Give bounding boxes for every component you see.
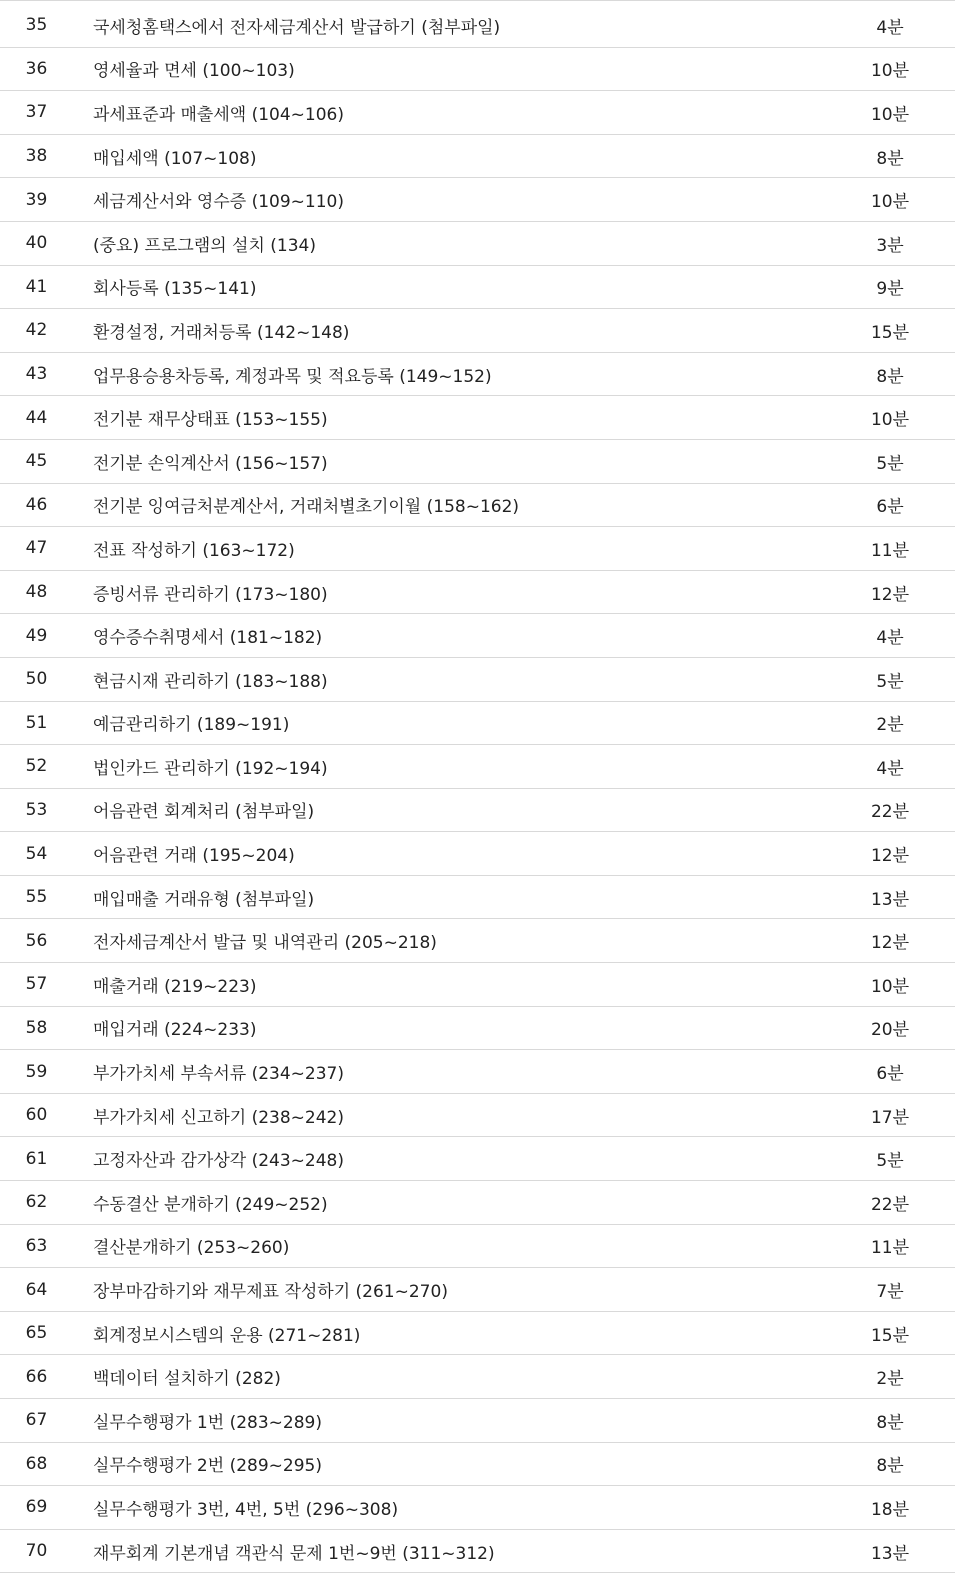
lecture-duration: 7분	[876, 1282, 904, 1303]
lecture-number: 62	[25, 1192, 48, 1213]
lecture-number: 50	[25, 669, 48, 690]
lecture-duration: 4분	[876, 758, 904, 779]
lecture-number: 40	[25, 233, 48, 254]
lecture-title[interactable]: 회사등록 (135~141)	[93, 279, 257, 300]
lecture-number: 39	[25, 189, 48, 210]
lecture-duration: 10분	[870, 104, 910, 125]
lecture-row[interactable]	[0, 876, 955, 920]
lecture-duration: 10분	[870, 976, 910, 997]
lecture-duration: 13분	[870, 1543, 910, 1564]
lecture-duration: 8분	[876, 148, 904, 169]
lecture-number: 70	[25, 1541, 48, 1562]
lecture-row[interactable]	[0, 1050, 955, 1094]
lecture-row[interactable]	[0, 135, 955, 179]
lecture-row[interactable]	[0, 353, 955, 397]
lecture-title[interactable]: 국세청홈택스에서 전자세금계산서 발급하기 (첨부파일)	[93, 17, 501, 38]
lecture-duration: 8분	[876, 1456, 904, 1477]
lecture-duration: 3분	[876, 235, 904, 256]
lecture-number: 59	[25, 1061, 48, 1082]
lecture-row[interactable]	[0, 1443, 955, 1487]
lecture-number: 47	[25, 538, 48, 559]
lecture-title[interactable]: 결산분개하기 (253~260)	[93, 1238, 290, 1259]
lecture-number: 44	[25, 407, 48, 428]
lecture-duration: 20분	[870, 1020, 910, 1041]
lecture-row[interactable]	[0, 266, 955, 310]
lecture-row[interactable]	[0, 1486, 955, 1530]
lecture-row[interactable]	[0, 1312, 955, 1356]
lecture-title[interactable]: 전표 작성하기 (163~172)	[93, 540, 295, 561]
lecture-row[interactable]	[0, 1007, 955, 1051]
lecture-number: 64	[25, 1279, 48, 1300]
lecture-duration: 17분	[870, 1107, 910, 1128]
lecture-row[interactable]	[0, 178, 955, 222]
lecture-title[interactable]: 회계정보시스템의 운용 (271~281)	[93, 1325, 361, 1346]
lecture-duration: 11분	[870, 540, 910, 561]
lecture-row[interactable]	[0, 396, 955, 440]
lecture-row[interactable]	[0, 1355, 955, 1399]
lecture-title[interactable]: 장부마감하기와 재무제표 작성하기 (261~270)	[93, 1282, 448, 1303]
lecture-row[interactable]	[0, 745, 955, 789]
lecture-title[interactable]: 어음관련 회계처리 (첨부파일)	[93, 802, 315, 823]
lecture-row[interactable]	[0, 527, 955, 571]
lecture-title[interactable]: 예금관리하기 (189~191)	[93, 715, 290, 736]
lecture-title[interactable]: 백데이터 설치하기 (282)	[93, 1369, 281, 1390]
lecture-title[interactable]: 수동결산 분개하기 (249~252)	[93, 1194, 328, 1215]
lecture-title[interactable]: 영수증수취명세서 (181~182)	[93, 628, 323, 649]
lecture-title[interactable]: 현금시재 관리하기 (183~188)	[93, 671, 328, 692]
lecture-title[interactable]: 법인카드 관리하기 (192~194)	[93, 758, 328, 779]
lecture-duration: 12분	[870, 933, 910, 954]
lecture-number: 63	[25, 1235, 48, 1256]
lecture-title[interactable]: 전기분 잉여금처분계산서, 거래처별초기이월 (158~162)	[93, 497, 520, 518]
lecture-row[interactable]	[0, 1137, 955, 1181]
lecture-row[interactable]	[0, 440, 955, 484]
lecture-number: 48	[25, 582, 48, 603]
lecture-row[interactable]	[0, 4, 955, 48]
lecture-duration: 2분	[876, 715, 904, 736]
lecture-number: 43	[25, 364, 48, 385]
lecture-duration: 4분	[876, 17, 904, 38]
lecture-number: 37	[25, 102, 48, 123]
lecture-number: 58	[25, 1017, 48, 1038]
lecture-row[interactable]	[0, 1181, 955, 1225]
lecture-number: 69	[25, 1497, 48, 1518]
lecture-title[interactable]: 매입세액 (107~108)	[93, 148, 257, 169]
lecture-number: 45	[25, 451, 48, 472]
lecture-row[interactable]	[0, 484, 955, 528]
lecture-row[interactable]	[0, 91, 955, 135]
lecture-row[interactable]	[0, 789, 955, 833]
lecture-number: 41	[25, 276, 48, 297]
lecture-row[interactable]	[0, 309, 955, 353]
lecture-row[interactable]	[0, 658, 955, 702]
lecture-number: 55	[25, 887, 48, 908]
lecture-row[interactable]	[0, 832, 955, 876]
lecture-number: 67	[25, 1410, 48, 1431]
lecture-number: 38	[25, 146, 48, 167]
lecture-title[interactable]: 실무수행평가 3번, 4번, 5번 (296~308)	[93, 1499, 399, 1520]
lecture-number: 68	[25, 1453, 48, 1474]
lecture-duration: 4분	[876, 628, 904, 649]
lecture-duration: 11분	[870, 1238, 910, 1259]
lecture-title[interactable]: 고정자산과 감가상각 (243~248)	[93, 1151, 345, 1172]
lecture-title[interactable]: 실무수행평가 2번 (289~295)	[93, 1456, 322, 1477]
lecture-duration: 10분	[870, 61, 910, 82]
lecture-row[interactable]	[0, 963, 955, 1007]
lecture-row[interactable]	[0, 571, 955, 615]
lecture-number: 56	[25, 930, 48, 951]
lecture-duration: 2분	[876, 1369, 904, 1390]
lecture-row[interactable]	[0, 614, 955, 658]
lecture-list	[0, 4, 955, 1573]
lecture-row[interactable]	[0, 1530, 955, 1574]
lecture-title[interactable]: 매입거래 (224~233)	[93, 1020, 257, 1041]
lecture-duration: 8분	[876, 1412, 904, 1433]
lecture-duration: 15분	[870, 1325, 910, 1346]
lecture-title[interactable]: 매입매출 거래유형 (첨부파일)	[93, 889, 315, 910]
lecture-duration: 10분	[870, 192, 910, 213]
lecture-title[interactable]: 전기분 재무상태표 (153~155)	[93, 410, 328, 431]
lecture-number: 60	[25, 1105, 48, 1126]
lecture-title[interactable]: 매출거래 (219~223)	[93, 976, 257, 997]
lecture-number: 53	[25, 799, 48, 820]
lecture-duration: 18분	[870, 1499, 910, 1520]
lecture-duration: 15분	[870, 322, 910, 343]
lecture-duration: 9분	[876, 279, 904, 300]
lecture-title[interactable]: 과세표준과 매출세액 (104~106)	[93, 104, 345, 125]
lecture-title[interactable]: 세금계산서와 영수증 (109~110)	[93, 192, 345, 213]
lecture-title[interactable]: (중요) 프로그램의 설치 (134)	[93, 235, 316, 256]
lecture-duration: 5분	[876, 453, 904, 474]
lecture-title[interactable]: 증빙서류 관리하기 (173~180)	[93, 584, 328, 605]
lecture-duration: 22분	[870, 802, 910, 823]
lecture-row[interactable]	[0, 1094, 955, 1138]
lecture-number: 66	[25, 1366, 48, 1387]
lecture-number: 49	[25, 625, 48, 646]
lecture-number: 35	[25, 15, 48, 36]
lecture-title[interactable]: 영세율과 면세 (100~103)	[93, 61, 295, 82]
lecture-row[interactable]	[0, 1225, 955, 1269]
lecture-title[interactable]: 환경설정, 거래처등록 (142~148)	[93, 322, 350, 343]
lecture-number: 54	[25, 843, 48, 864]
lecture-number: 65	[25, 1323, 48, 1344]
lecture-number: 51	[25, 712, 48, 733]
lecture-row[interactable]	[0, 702, 955, 746]
lecture-duration: 13분	[870, 889, 910, 910]
lecture-title[interactable]: 어음관련 거래 (195~204)	[93, 846, 295, 867]
lecture-duration: 8분	[876, 366, 904, 387]
lecture-title[interactable]: 재무회계 기본개념 객관식 문제 1번~9번 (311~312)	[93, 1543, 495, 1564]
lecture-number: 36	[25, 58, 48, 79]
lecture-row[interactable]	[0, 1268, 955, 1312]
lecture-number: 52	[25, 756, 48, 777]
lecture-title[interactable]: 실무수행평가 1번 (283~289)	[93, 1412, 322, 1433]
lecture-title[interactable]: 전기분 손익계산서 (156~157)	[93, 453, 328, 474]
lecture-number: 46	[25, 494, 48, 515]
lecture-title[interactable]: 부가가치세 부속서류 (234~237)	[93, 1064, 345, 1085]
lecture-row[interactable]	[0, 1399, 955, 1443]
lecture-row[interactable]	[0, 222, 955, 266]
lecture-duration: 10분	[870, 410, 910, 431]
lecture-duration: 5분	[876, 1151, 904, 1172]
lecture-row[interactable]	[0, 48, 955, 92]
lecture-number: 42	[25, 320, 48, 341]
lecture-duration: 6분	[876, 497, 904, 518]
lecture-number: 61	[25, 1148, 48, 1169]
lecture-title[interactable]: 전자세금계산서 발급 및 내역관리 (205~218)	[93, 933, 437, 954]
lecture-duration: 5분	[876, 671, 904, 692]
lecture-duration: 6분	[876, 1064, 904, 1085]
lecture-title[interactable]: 부가가치세 신고하기 (238~242)	[93, 1107, 345, 1128]
lecture-duration: 12분	[870, 584, 910, 605]
lecture-duration: 22분	[870, 1194, 910, 1215]
lecture-number: 57	[25, 974, 48, 995]
lecture-duration: 12분	[870, 846, 910, 867]
lecture-title[interactable]: 업무용승용차등록, 계정과목 및 적요등록 (149~152)	[93, 366, 492, 387]
lecture-row[interactable]	[0, 919, 955, 963]
